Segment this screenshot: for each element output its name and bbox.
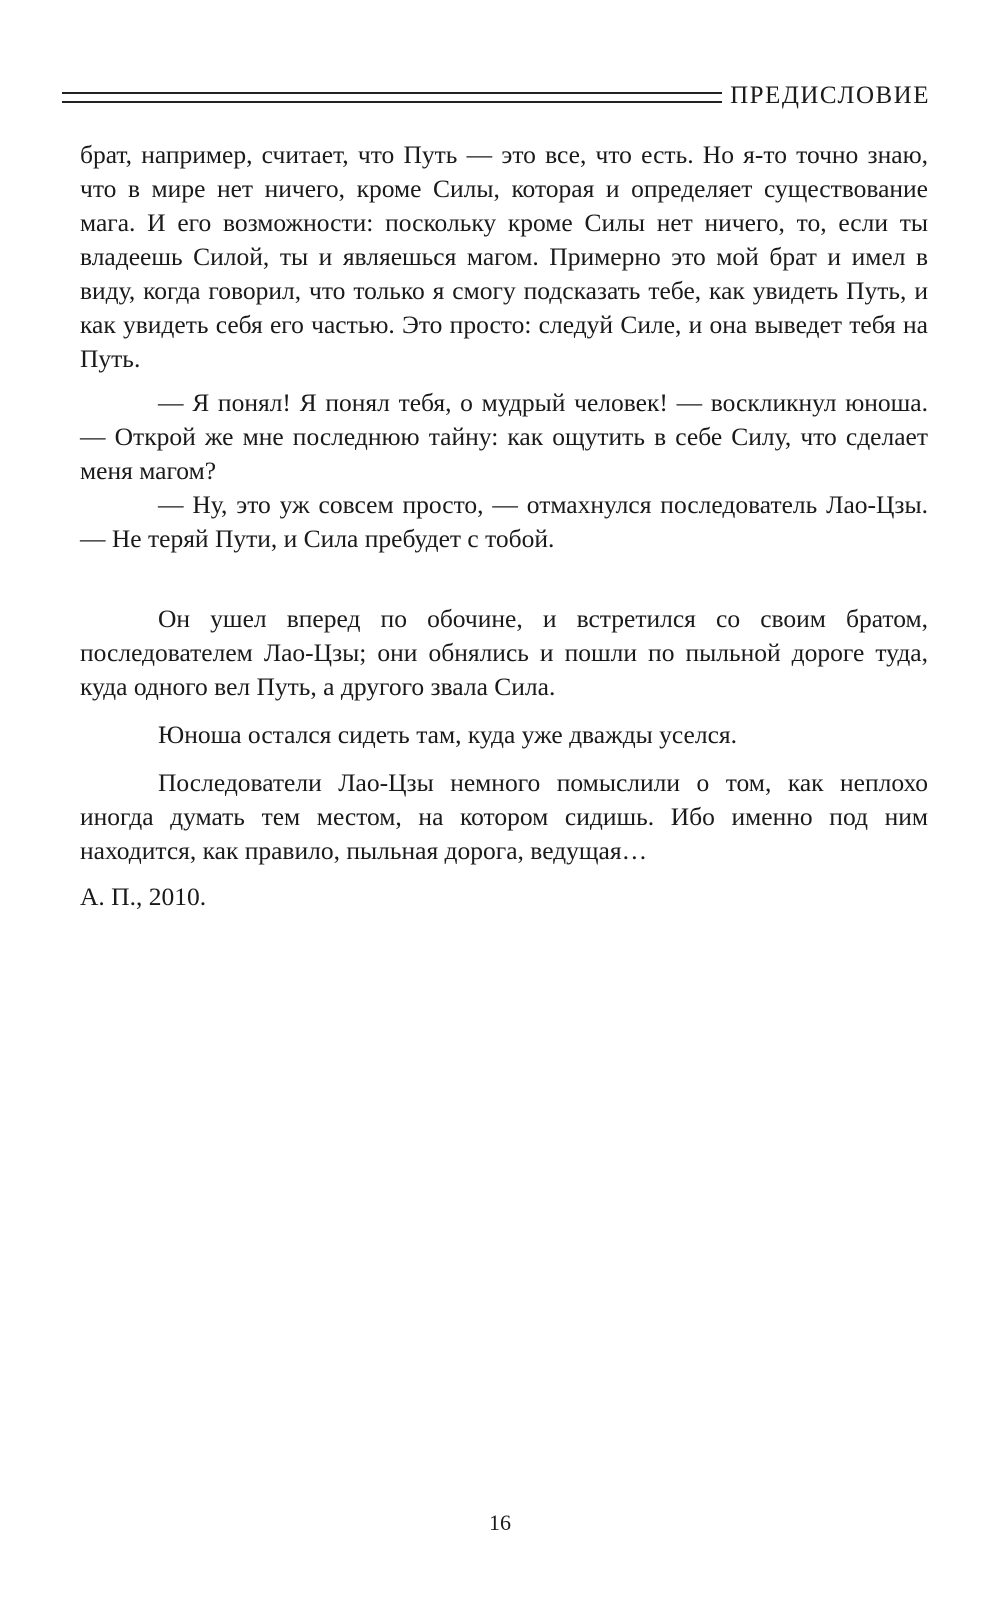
body-text [80,138,928,914]
author-signature: А. П., 2010. [80,882,207,911]
running-header [62,78,930,114]
paragraph-dialogue-youth: — Я понял! Я понял тебя, о мудрый человек! — воскликнул юноша. — Открой же мне последнюю тайну: как ощутить в себе Силу, что сделает меня магом? [80,388,928,485]
section-title: ПРЕДИСЛОВИЕ [730,82,930,109]
paragraph-narration: Он ушел вперед по обочине, и встретился со своим братом, последователем Лао-Цзы; они обнялись и пошли по пыльной дороге туда, куда одного вел Путь, а другого звала Сила. [80,604,928,701]
header-double-rule [62,92,722,103]
paragraph-youth-stayed: Юноша остался сидеть там, куда уже дважды уселся. [158,720,738,749]
paragraph-closing: Последователи Лао-Цзы немного помыслили о том, как неплохо иногда думать тем местом, на котором сидишь. Ибо именно под ним находится, как правило, пыльная дорога, ведущая… [80,768,928,865]
page-number: 16 [489,1510,511,1535]
paragraph-continuation: брат, например, считает, что Путь — это все, что есть. Но я-то точно знаю, что в мире нет ничего, кроме Силы, которая и определяет существование мага. И его возможности: поскольку кроме Силы нет ничего, то, если ты владеешь Силой, ты и являешься магом. Примерно это мой брат и имел в виду, когда говорил, что только я смогу подсказать тебе, как увидеть Путь, и как увидеть себя его частью. Это просто: следуй Силе, и она выведет тебя на Путь. [80,140,928,373]
paragraph-dialogue-follower: — Ну, это уж совсем просто, — отмахнулся последователь Лао-Цзы. — Не теряй Пути, и Сила пребудет с тобой. [80,490,928,553]
